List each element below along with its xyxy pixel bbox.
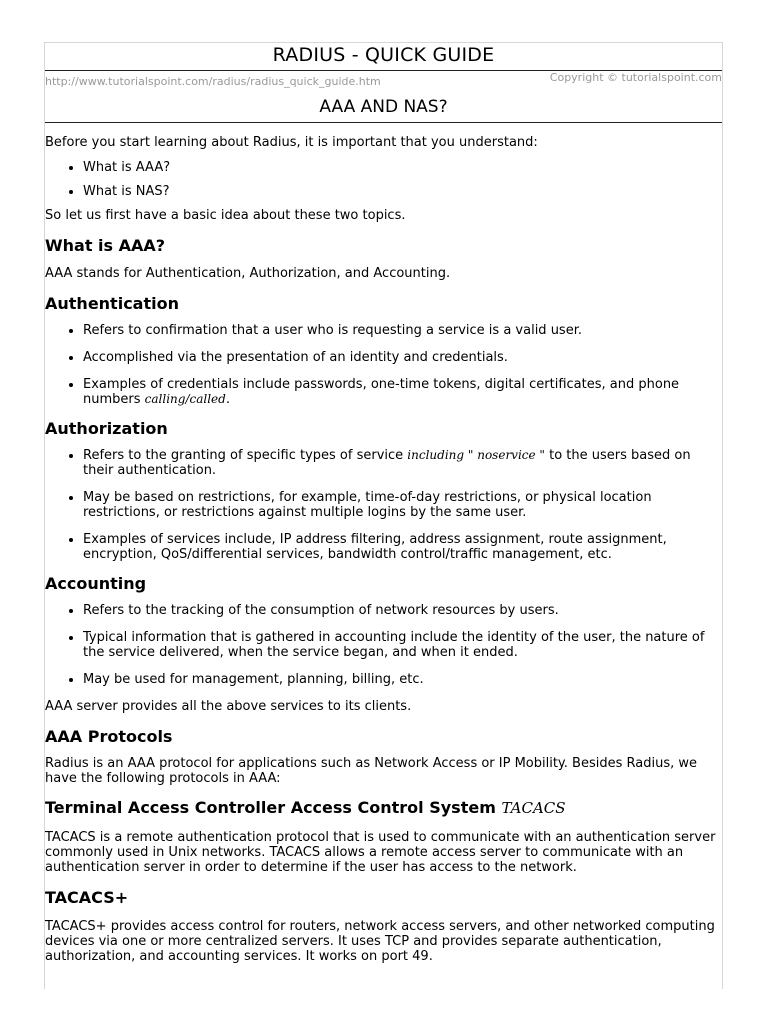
heading-accounting: Accounting — [45, 574, 147, 593]
document-content — [45, 135, 722, 964]
authorization-list — [45, 448, 722, 562]
page-title: RADIUS - QUICK GUIDE — [45, 43, 722, 71]
list-item: • What is AAA? — [83, 160, 722, 175]
list-item: • Accomplished via the presentation of an identity and credentials. — [83, 350, 722, 365]
section-title: AAA AND NAS? — [45, 97, 722, 123]
heading-aaa-protocols: AAA Protocols — [45, 727, 173, 746]
math-inline: calling/called — [144, 392, 226, 406]
paragraph: TACACS+ provides access control for routers, network access servers, and other networked computing devices via one or more centralized servers. It uses TCP and provides separate authentication, authorization, and accounting services. It works on port 49. — [45, 919, 715, 964]
heading-tacacs — [45, 798, 722, 818]
page-meta — [45, 71, 722, 89]
heading-text: Terminal Access Controller Access Control System — [45, 798, 496, 817]
list-item: • Refers to confirmation that a user who is requesting a service is a valid user. — [83, 323, 722, 338]
heading-authentication: Authentication — [45, 294, 179, 313]
heading-what-is-aaa: What is AAA? — [45, 236, 166, 255]
paragraph: So let us first have a basic idea about these two topics. — [45, 208, 406, 223]
list-item — [83, 377, 722, 407]
list-item: • Typical information that is gathered in accounting include the identity of the user, the nature of the service delivered, when the service began, and when it ended. — [83, 630, 722, 660]
list-item-text: Examples of credentials include passwords, one-time tokens, digital certificates, and phone numbers — [83, 377, 680, 407]
list-item-text: Refers to the granting of specific types of service — [83, 448, 404, 463]
source-url[interactable]: http://www.tutorialspoint.com/radius/radius_quick_guide.htm — [45, 75, 381, 88]
document-page — [44, 42, 723, 989]
list-item-end: to the users based on their authentication. — [83, 448, 691, 478]
list-item: • Examples of services include, IP address filtering, address assignment, route assignment, encryption, QoS/differential services, bandwidth control/traffic management, etc. — [83, 532, 722, 562]
intro-list — [45, 160, 722, 199]
paragraph: AAA stands for Authentication, Authorization, and Accounting. — [45, 266, 451, 281]
heading-authorization: Authorization — [45, 419, 168, 438]
list-item-end: . — [225, 392, 230, 407]
accounting-list — [45, 603, 722, 687]
paragraph: AAA server provides all the above services to its clients. — [45, 699, 412, 714]
list-item — [83, 448, 722, 478]
math-inline: TACACS — [501, 799, 566, 817]
list-item: • Refers to the tracking of the consumption of network resources by users. — [83, 603, 722, 618]
list-item: • May be used for management, planning, billing, etc. — [83, 672, 722, 687]
authentication-list — [45, 323, 722, 407]
list-item: • May be based on restrictions, for example, time-of-day restrictions, or physical location restrictions, or restrictions against multiple logins by the same user. — [83, 490, 722, 520]
paragraph: TACACS is a remote authentication protocol that is used to communicate with an authentication server commonly used in Unix networks. TACACS allows a remote access server to communicate with an authentication server in order to determine if the user has access to the network. — [45, 830, 716, 875]
paragraph: Radius is an AAA protocol for applications such as Network Access or IP Mobility. Besides Radius, we have the following protocols in AAA: — [45, 756, 697, 786]
intro-paragraph: Before you start learning about Radius, it is important that you understand: — [45, 135, 538, 150]
heading-tacacs-plus: TACACS+ — [45, 888, 129, 907]
list-item: • What is NAS? — [83, 184, 722, 199]
copyright-notice: Copyright © tutorialspoint.com — [549, 71, 722, 84]
math-inline: including " noservice " — [407, 448, 545, 462]
